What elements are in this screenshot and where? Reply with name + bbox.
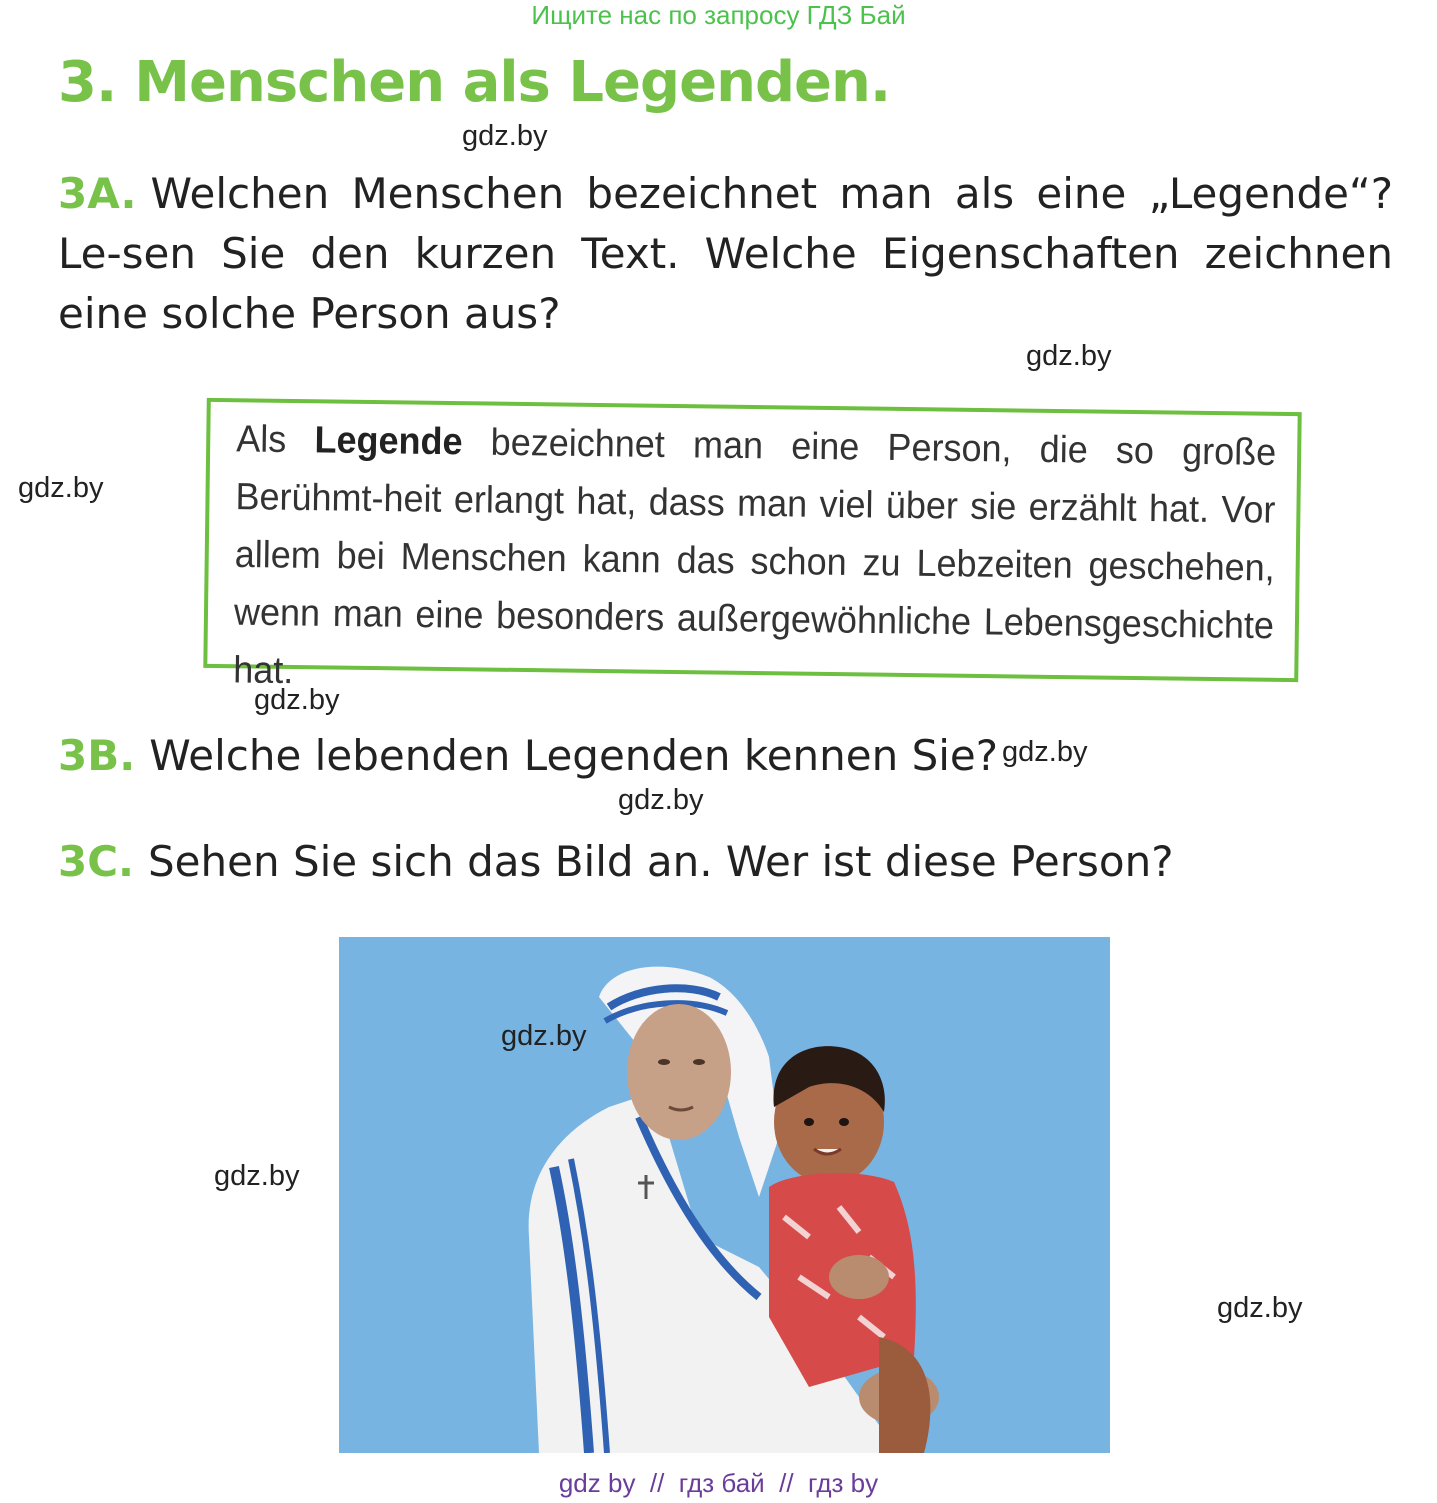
watermark: gdz.by	[462, 120, 548, 152]
photo-nun-with-child	[339, 937, 1110, 1453]
watermark: gdz.by	[1217, 1292, 1303, 1324]
task-3b	[58, 726, 998, 786]
task-3c-number: 3C.	[58, 837, 135, 886]
watermark: gdz.by	[618, 784, 704, 816]
watermark: gdz.by	[18, 472, 104, 504]
photo-illustration	[339, 937, 1110, 1453]
watermark: gdz.by	[501, 1020, 587, 1052]
watermark: gdz.by	[1026, 340, 1112, 372]
section-title-text: Menschen als Legenden.	[134, 50, 891, 115]
top-banner: Ищите нас по запросу ГДЗ Бай	[531, 0, 906, 30]
footer: gdz by // гдз бай // гдз by	[558, 1468, 879, 1498]
definition-intro: Als	[236, 416, 287, 461]
watermark: gdz.by	[1002, 736, 1088, 768]
task-3c-text: Sehen Sie sich das Bild an. Wer ist diese Person?	[148, 837, 1174, 886]
watermark: gdz.by	[214, 1160, 300, 1192]
task-3b-number: 3B.	[58, 731, 136, 780]
task-3b-text: Welche lebenden Legenden kennen Sie?	[149, 731, 999, 780]
definition-text	[233, 409, 1277, 711]
watermark: gdz.by	[254, 684, 340, 716]
task-3a	[58, 164, 1393, 344]
definition-keyword: Legende	[314, 417, 463, 463]
section-title	[58, 50, 890, 115]
definition-rest: bezeichnet man eine Person, die so große Berühmt-heit erlangt hat, dass man viel über sie erzählt hat. Vor allem bei Menschen kann das schon zu Lebzeiten geschehen, wenn man eine besonders außergewöhnliche Lebensgeschichte hat.	[232, 420, 1277, 692]
section-number: 3.	[58, 50, 117, 115]
task-3a-number: 3A.	[58, 169, 137, 218]
task-3a-text: Welchen Menschen bezeichnet man als eine „Legende“? Le-sen Sie den kurzen Text. Welche Eigenschaften zeichnen eine solche Person aus?	[58, 169, 1393, 338]
definition-box	[203, 398, 1301, 692]
task-3c	[58, 832, 1174, 892]
